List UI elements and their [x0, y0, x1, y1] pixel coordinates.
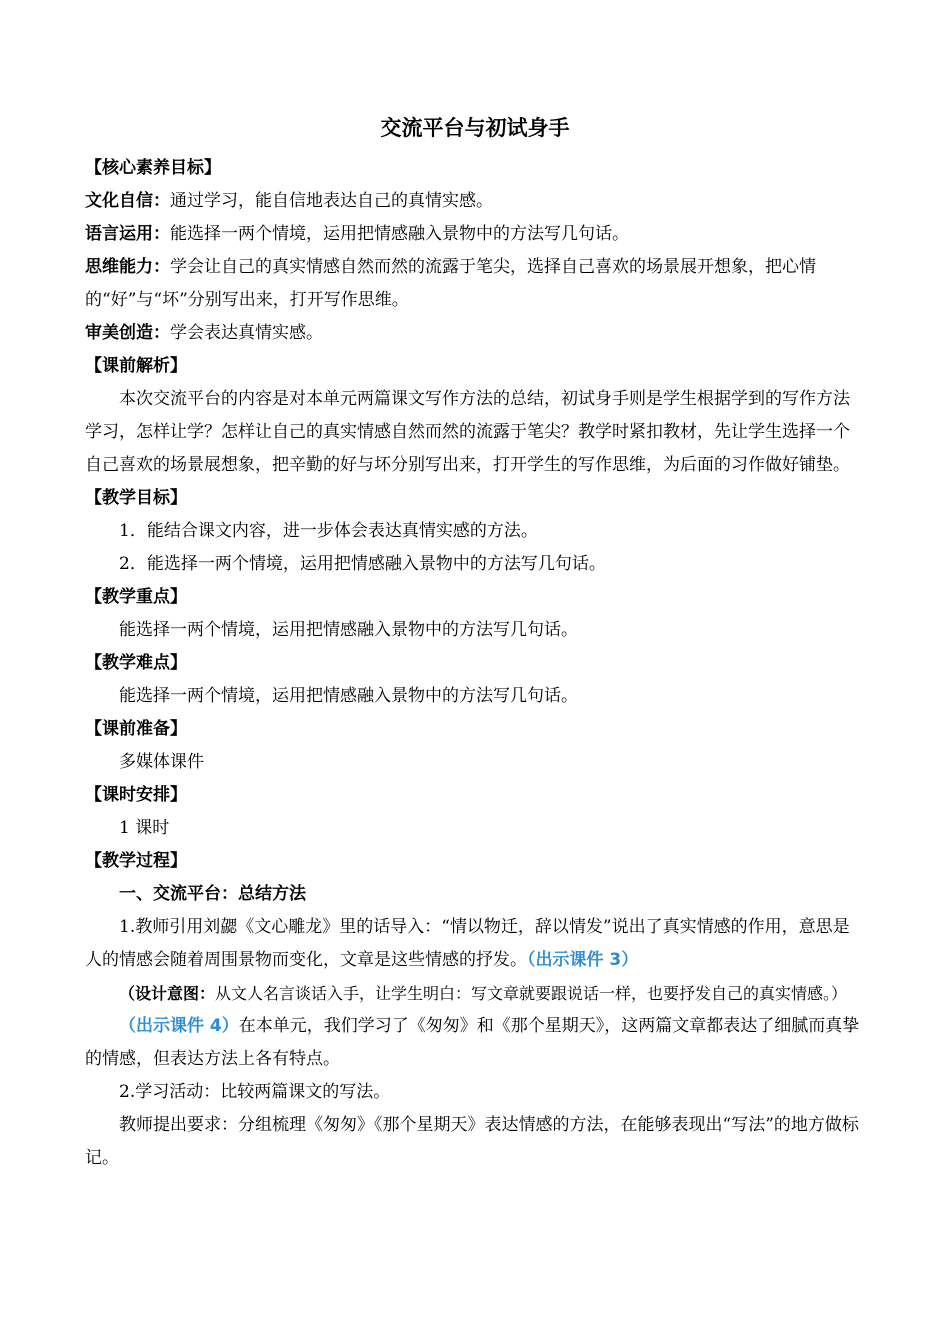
heading-difficulties: 【教学难点】 — [85, 653, 187, 673]
core-goal-text: 学会让自己的真实情感自然而然的流露于笔尖，选择自己喜欢的场景展开想象，把心情的“好”与“坏”分别写出来，打开写作思维。 — [85, 257, 816, 310]
schedule-text: 1 课时 — [119, 818, 170, 838]
courseware-ref-3: （出示课件 3） — [527, 950, 639, 970]
analysis-paragraph: 本次交流平台的内容是对本单元两篇课文写作方法的总结，初试身手则是学生根据学到的写作方法学习，怎样让学？怎样让自己的真实情感自然而然的流露于笔尖？教学时紧扣教材，先让学生选择一个自己喜欢的场景展想象，把辛勤的好与坏分别写出来，打开学生的写作思维，为后面的习作做好铺垫。 — [85, 389, 850, 475]
core-goal-label: 审美创造： — [85, 323, 170, 343]
difficulties-text: 能选择一两个情境，运用把情感融入景物中的方法写几句话。 — [119, 686, 578, 706]
design-intent — [85, 977, 865, 1010]
core-goal-language — [85, 218, 865, 251]
core-goal-text: 能选择一两个情境，运用把情感融入景物中的方法写几句话。 — [170, 224, 629, 244]
core-goal-label: 语言运用： — [85, 224, 170, 244]
heading-teaching-goals: 【教学目标】 — [85, 488, 187, 508]
design-intent-label: （设计意图： — [119, 984, 216, 1003]
process-paragraph-2 — [85, 1010, 865, 1076]
teaching-goal-item: 1．能结合课文内容，进一步体会表达真情实感的方法。 — [119, 521, 538, 541]
preparation-text: 多媒体课件 — [119, 752, 204, 772]
core-goal-label: 文化自信： — [85, 191, 170, 211]
process-paragraph-text: 在本单元，我们学习了《匆匆》和《那个星期天》，这两篇文章都表达了细腻而真挚的情感，但表达方法上各有特点。 — [85, 1016, 860, 1069]
teaching-goal-item: 2．能选择一两个情境，运用把情感融入景物中的方法写几句话。 — [119, 554, 606, 574]
design-intent-text: 从文人名言谈话入手，让学生明白：写文章就要跟说话一样，也要抒发自己的真实情感。） — [215, 984, 848, 1003]
core-goal-aesthetic — [85, 317, 865, 350]
core-goal-text: 通过学习，能自信地表达自己的真情实感。 — [170, 191, 493, 211]
process-section-title: 一、交流平台：总结方法 — [119, 884, 306, 904]
courseware-ref-4: （出示课件 4） — [119, 1016, 239, 1036]
heading-preparation: 【课前准备】 — [85, 719, 187, 739]
heading-core-goals: 【核心素养目标】 — [85, 158, 221, 178]
core-goal-label: 思维能力： — [85, 257, 170, 277]
process-paragraph-3: 2.学习活动：比较两篇课文的写法。 — [119, 1082, 391, 1102]
heading-process: 【教学过程】 — [85, 851, 187, 871]
heading-schedule: 【课时安排】 — [85, 785, 187, 805]
heading-key-points: 【教学重点】 — [85, 587, 187, 607]
core-goal-text: 学会表达真情实感。 — [170, 323, 323, 343]
process-paragraph-text: 1.教师引用刘勰《文心雕龙》里的话导入：“情以物迁，辞以情发”说出了真实情感的作用，意思是人的情感会随着周围景物而变化，文章是这些情感的抒发。 — [85, 917, 850, 970]
core-goal-thinking — [85, 251, 865, 317]
heading-analysis: 【课前解析】 — [85, 356, 187, 376]
core-goal-culture — [85, 185, 865, 218]
document-page — [85, 110, 865, 1175]
key-points-text: 能选择一两个情境，运用把情感融入景物中的方法写几句话。 — [119, 620, 578, 640]
document-title: 交流平台与初试身手 — [380, 115, 570, 140]
process-paragraph-4: 教师提出要求：分组梳理《匆匆》《那个星期天》表达情感的方法，在能够表现出“写法”的地方做标记。 — [85, 1115, 859, 1168]
process-paragraph-1 — [85, 911, 865, 977]
